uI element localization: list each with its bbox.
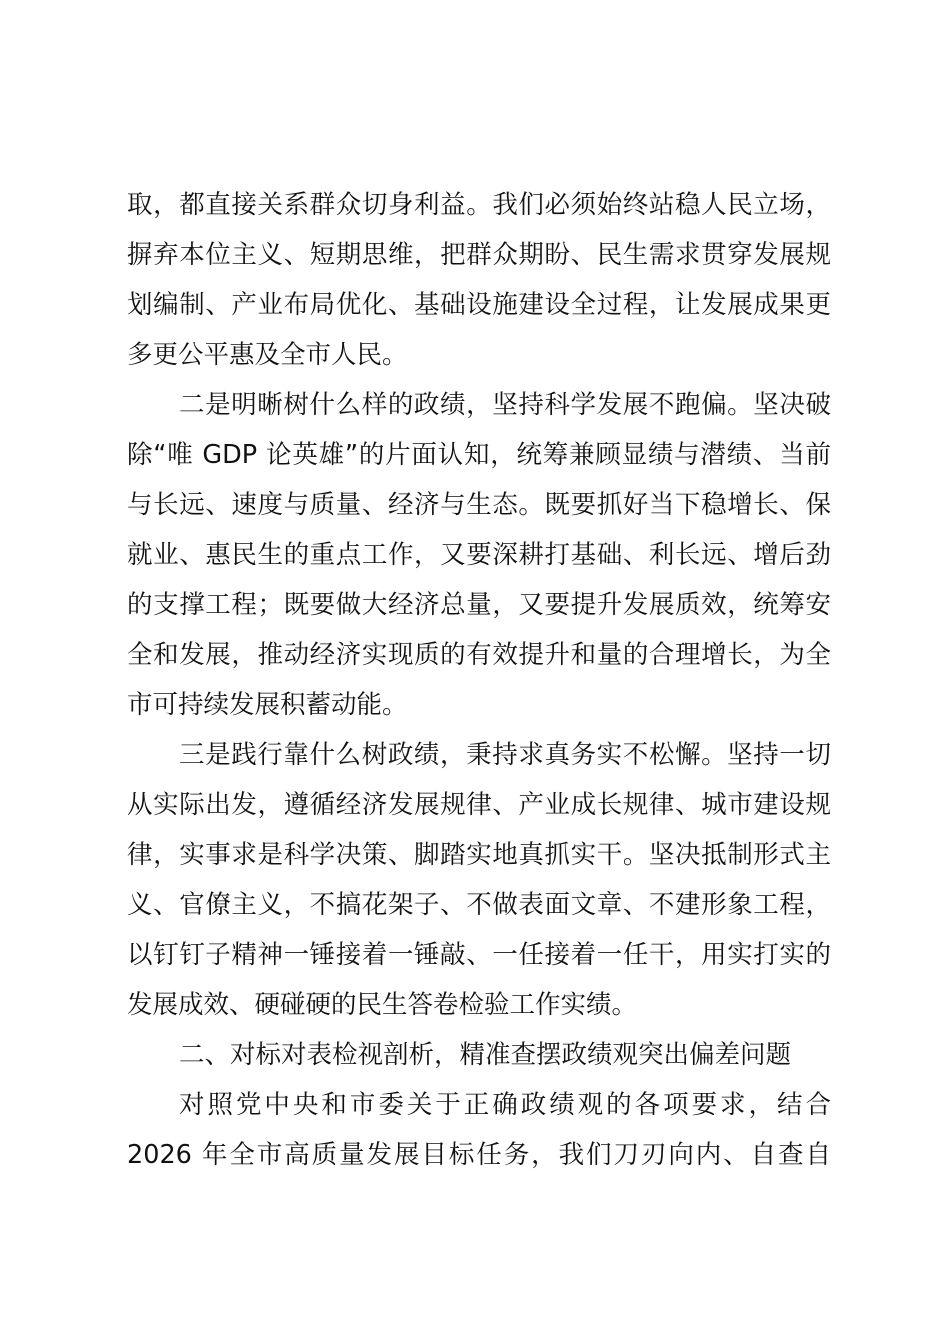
document-body [127, 180, 831, 1180]
text-line: 的支撑工程；既要做大经济总量，又要提升发展质效，统筹安 [127, 590, 831, 620]
text-line: 除“唯 GDP 论英雄”的片面认知，统筹兼顾显绩与潜绩、当前 [127, 440, 831, 470]
text-line: 划编制、产业布局优化、基础设施建设全过程，让发展成果更 [127, 290, 831, 320]
text-line: 市可持续发展积蓄动能。 [127, 690, 408, 720]
text-line: 对照党中央和市委关于正确政绩观的各项要求，结合 [179, 1090, 831, 1120]
text-line: 发展成效、硬碰硬的民生答卷检验工作实绩。 [127, 990, 638, 1020]
text-line: 以钉钉子精神一锤接着一锤敲、一任接着一任干，用实打实的 [127, 940, 831, 970]
text-line: 2026 年全市高质量发展目标任务，我们刀刃向内、自查自 [127, 1140, 831, 1170]
text-line: 多更公平惠及全市人民。 [127, 340, 408, 370]
text-line: 与长远、速度与质量、经济与生态。既要抓好当下稳增长、保 [127, 490, 831, 520]
text-line: 二是明晰树什么样的政绩，坚持科学发展不跑偏。坚决破 [179, 390, 831, 420]
text-line: 二、对标对表检视剖析，精准查摆政绩观突出偏差问题 [179, 1040, 792, 1070]
text-line: 全和发展，推动经济实现质的有效提升和量的合理增长，为全 [127, 640, 831, 670]
text-line: 摒弃本位主义、短期思维，把群众期盼、民生需求贯穿发展规 [127, 240, 831, 270]
text-line: 三是践行靠什么树政绩，秉持求真务实不松懈。坚持一切 [179, 740, 831, 770]
text-line: 义、官僚主义，不搞花架子、不做表面文章、不建形象工程， [127, 890, 831, 920]
text-line: 就业、惠民生的重点工作，又要深耕打基础、利长远、增后劲 [127, 540, 831, 570]
text-line: 律，实事求是科学决策、脚踏实地真抓实干。坚决抵制形式主 [127, 840, 831, 870]
text-line: 取，都直接关系群众切身利益。我们必须始终站稳人民立场， [127, 190, 831, 220]
text-line: 从实际出发，遵循经济发展规律、产业成长规律、城市建设规 [127, 790, 831, 820]
